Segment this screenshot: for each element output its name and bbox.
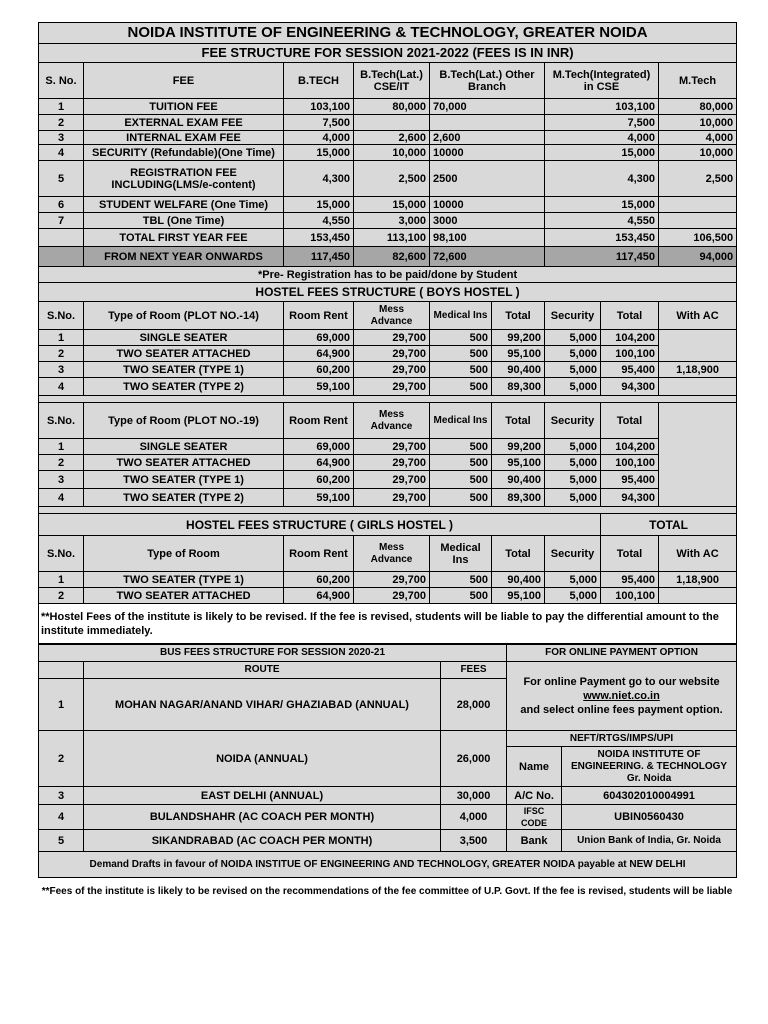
cell-grand-total: 94,300	[601, 489, 659, 507]
header-medical-ins: Medical Ins	[430, 403, 492, 439]
cell-fees: 4,000	[441, 805, 507, 830]
girls-hostel-total-label: TOTAL	[601, 514, 737, 536]
header-mtech: M.Tech	[659, 63, 737, 99]
cell-fee-name: SECURITY (Refundable)(One Time)	[84, 145, 284, 161]
ifsc-value: UBIN0560430	[562, 805, 737, 830]
header-room-type: Type of Room (PLOT NO.-19)	[84, 403, 284, 439]
header-total: Total	[492, 536, 545, 572]
fee-row	[39, 161, 737, 197]
cell-grand-total: 94,300	[601, 378, 659, 396]
cell-grand-total: 100,100	[601, 588, 659, 604]
cell-total: 89,300	[492, 378, 545, 396]
header-medical-ins: Medical Ins	[430, 536, 492, 572]
cell-medical-ins: 500	[430, 572, 492, 588]
cell-fee-name: TBL (One Time)	[84, 213, 284, 229]
cell-btech-lat-cse: 80,000	[354, 99, 430, 115]
cell-mtech: 10,000	[659, 145, 737, 161]
cell-fee-name: FROM NEXT YEAR ONWARDS	[84, 247, 284, 267]
cell-mtech: 106,500	[659, 229, 737, 247]
cell-mess-advance: 29,700	[354, 455, 430, 471]
separator	[39, 507, 737, 514]
online-payment-text-2: and select online fees payment option.	[520, 704, 723, 716]
cell-fee-name: STUDENT WELFARE (One Time)	[84, 197, 284, 213]
cell-mess-advance: 29,700	[354, 588, 430, 604]
cell-btech: 117,450	[284, 247, 354, 267]
fee-row	[39, 213, 737, 229]
cell-mtech-integrated: 153,450	[545, 229, 659, 247]
cell-mtech: 4,000	[659, 131, 737, 145]
cell-fee-name: TOTAL FIRST YEAR FEE	[84, 229, 284, 247]
payment-title: FOR ONLINE PAYMENT OPTION	[507, 645, 737, 662]
pre-registration-note: *Pre- Registration has to be paid/done by Student	[39, 267, 737, 283]
cell-total: 99,200	[492, 330, 545, 346]
cell-with-ac: 1,18,900	[659, 572, 737, 588]
cell-sno: 5	[39, 161, 84, 197]
cell-security: 5,000	[545, 471, 601, 489]
cell-sno: 5	[39, 830, 84, 852]
header-total: Total	[492, 403, 545, 439]
cell-sno: 3	[39, 362, 84, 378]
cell-route: MOHAN NAGAR/ANAND VIHAR/ GHAZIABAD (ANNUAL)	[84, 679, 441, 731]
account-value: 604302010004991	[562, 787, 737, 805]
cell-sno: 1	[39, 679, 84, 731]
cell-sno: 7	[39, 213, 84, 229]
cell-btech-lat-other: 2500	[430, 161, 545, 197]
cell-route: SIKANDRABAD (AC COACH PER MONTH)	[84, 830, 441, 852]
fee-total-row	[39, 229, 737, 247]
ifsc-label: IFSC CODE	[507, 805, 562, 830]
bus-row	[39, 830, 737, 852]
hostel-row	[39, 330, 737, 346]
fee-document	[38, 22, 736, 897]
cell-mtech-integrated: 103,100	[545, 99, 659, 115]
cell-medical-ins: 500	[430, 362, 492, 378]
hostel-row	[39, 362, 737, 378]
cell-room-rent: 60,200	[284, 572, 354, 588]
cell-sno: 4	[39, 378, 84, 396]
bus-row	[39, 787, 737, 805]
cell-sno	[39, 247, 84, 267]
empty-ac-block	[659, 403, 737, 507]
cell-total: 99,200	[492, 439, 545, 455]
header-sno: S.No.	[39, 403, 84, 439]
cell-medical-ins: 500	[430, 455, 492, 471]
cell-fees: 26,000	[441, 731, 507, 787]
cell-mtech: 80,000	[659, 99, 737, 115]
cell-room-rent: 60,200	[284, 471, 354, 489]
header-medical-ins: Medical Ins	[430, 302, 492, 330]
name-value: NOIDA INSTITUTE OF ENGINEERING. & TECHNOLOGY Gr. Noida	[562, 747, 737, 787]
cell-grand-total: 100,100	[601, 455, 659, 471]
cell-total: 90,400	[492, 572, 545, 588]
header-fee: FEE	[84, 63, 284, 99]
website-link[interactable]: www.niet.co.in	[583, 690, 660, 702]
cell-mess-advance: 29,700	[354, 362, 430, 378]
cell-with-ac-empty	[659, 378, 737, 396]
bus-row	[39, 731, 737, 747]
cell-total: 90,400	[492, 471, 545, 489]
fee-row	[39, 99, 737, 115]
cell-sno: 2	[39, 588, 84, 604]
cell-btech-lat-cse	[354, 115, 430, 131]
cell-medical-ins: 500	[430, 471, 492, 489]
header-btech: B.TECH	[284, 63, 354, 99]
cell-grand-total: 95,400	[601, 471, 659, 489]
name-label: Name	[507, 747, 562, 787]
cell-btech: 7,500	[284, 115, 354, 131]
online-payment-info	[507, 662, 737, 731]
hostel-revision-note: **Hostel Fees of the institute is likely to be revised. If the fee is revised, students will be liable to pay the differential amount to the institute immediately.	[39, 604, 737, 644]
cell-total: 90,400	[492, 362, 545, 378]
cell-sno: 3	[39, 471, 84, 489]
cell-room-rent: 64,900	[284, 588, 354, 604]
cell-total: 95,100	[492, 455, 545, 471]
cell-sno: 2	[39, 115, 84, 131]
hostel-row	[39, 588, 737, 604]
cell-security: 5,000	[545, 588, 601, 604]
cell-medical-ins: 500	[430, 439, 492, 455]
bus-payment-table	[38, 644, 737, 878]
header-security: Security	[545, 302, 601, 330]
header-room-rent: Room Rent	[284, 536, 354, 572]
cell-room-type: TWO SEATER ATTACHED	[84, 346, 284, 362]
hostel-row	[39, 455, 737, 471]
header-room-rent: Room Rent	[284, 403, 354, 439]
cell-mtech: 10,000	[659, 115, 737, 131]
cell-room-rent: 59,100	[284, 378, 354, 396]
cell-sno: 1	[39, 572, 84, 588]
header-mess-advance: Mess Advance	[354, 536, 430, 572]
cell-room-type: TWO SEATER (TYPE 2)	[84, 489, 284, 507]
cell-mess-advance: 29,700	[354, 471, 430, 489]
hostel-row	[39, 378, 737, 396]
cell-room-rent: 69,000	[284, 439, 354, 455]
cell-mess-advance: 29,700	[354, 330, 430, 346]
cell-mtech-integrated: 4,300	[545, 161, 659, 197]
cell-btech: 153,450	[284, 229, 354, 247]
cell-btech: 15,000	[284, 197, 354, 213]
cell-sno: 2	[39, 346, 84, 362]
cell-mess-advance: 29,700	[354, 346, 430, 362]
cell-btech-lat-other: 98,100	[430, 229, 545, 247]
header-sno: S.No.	[39, 302, 84, 330]
cell-btech-lat-cse: 15,000	[354, 197, 430, 213]
cell-security: 5,000	[545, 489, 601, 507]
hostel-row	[39, 489, 737, 507]
cell-mtech: 2,500	[659, 161, 737, 197]
cell-btech-lat-cse: 2,500	[354, 161, 430, 197]
cell-room-rent: 59,100	[284, 489, 354, 507]
cell-medical-ins: 500	[430, 588, 492, 604]
cell-sno: 3	[39, 787, 84, 805]
cell-room-rent: 69,000	[284, 330, 354, 346]
cell-medical-ins: 500	[430, 330, 492, 346]
cell-room-type: SINGLE SEATER	[84, 330, 284, 346]
cell-btech-lat-other: 10000	[430, 197, 545, 213]
header-total: Total	[492, 302, 545, 330]
header-grand-total: Total	[601, 536, 659, 572]
cell-security: 5,000	[545, 346, 601, 362]
account-label: A/C No.	[507, 787, 562, 805]
cell-sno: 2	[39, 731, 84, 787]
header-mtech-integrated: M.Tech(Integrated) in CSE	[545, 63, 659, 99]
cell-fees: 28,000	[441, 679, 507, 731]
cell-with-ac	[659, 588, 737, 604]
cell-sno: 2	[39, 455, 84, 471]
bus-header-fees: FEES	[441, 662, 507, 679]
cell-mess-advance: 29,700	[354, 378, 430, 396]
cell-sno: 6	[39, 197, 84, 213]
cell-security: 5,000	[545, 362, 601, 378]
cell-total: 95,100	[492, 346, 545, 362]
cell-sno: 1	[39, 330, 84, 346]
boys-hostel-title: HOSTEL FEES STRUCTURE ( BOYS HOSTEL )	[39, 283, 737, 302]
cell-sno	[39, 229, 84, 247]
header-security: Security	[545, 536, 601, 572]
fee-header-row	[39, 63, 737, 99]
cell-route: NOIDA (ANNUAL)	[84, 731, 441, 787]
cell-room-type: TWO SEATER ATTACHED	[84, 455, 284, 471]
cell-with-ac: 1,18,900	[659, 362, 737, 378]
header-security: Security	[545, 403, 601, 439]
cell-fees: 30,000	[441, 787, 507, 805]
neft-title: NEFT/RTGS/IMPS/UPI	[507, 731, 737, 747]
cell-sno: 1	[39, 439, 84, 455]
bank-value: Union Bank of India, Gr. Noida	[562, 830, 737, 852]
header-grand-total: Total	[601, 302, 659, 330]
cell-btech-lat-other: 70,000	[430, 99, 545, 115]
cell-room-type: TWO SEATER ATTACHED	[84, 588, 284, 604]
cell-btech-lat-other	[430, 115, 545, 131]
cell-sno: 3	[39, 131, 84, 145]
cell-mtech-integrated: 117,450	[545, 247, 659, 267]
header-mess-advance: Mess Advance	[354, 403, 430, 439]
cell-btech: 103,100	[284, 99, 354, 115]
cell-grand-total: 100,100	[601, 346, 659, 362]
cell-btech-lat-other: 3000	[430, 213, 545, 229]
online-payment-text: For online Payment go to our website	[523, 676, 720, 688]
cell-room-type: TWO SEATER (TYPE 1)	[84, 572, 284, 588]
bus-header-route: ROUTE	[84, 662, 441, 679]
cell-grand-total: 104,200	[601, 330, 659, 346]
cell-mtech-integrated: 4,550	[545, 213, 659, 229]
cell-security: 5,000	[545, 378, 601, 396]
header-grand-total: Total	[601, 403, 659, 439]
fee-structure-table	[38, 22, 737, 644]
cell-with-ac-empty	[659, 330, 737, 362]
cell-medical-ins: 500	[430, 489, 492, 507]
bus-row	[39, 805, 737, 830]
institute-title: NOIDA INSTITUTE OF ENGINEERING & TECHNOLOGY, GREATER NOIDA	[39, 23, 737, 44]
cell-sno: 4	[39, 805, 84, 830]
fee-row	[39, 115, 737, 131]
cell-grand-total: 95,400	[601, 572, 659, 588]
hostel-row	[39, 572, 737, 588]
header-mess-advance: Mess Advance	[354, 302, 430, 330]
cell-room-rent: 64,900	[284, 346, 354, 362]
cell-btech-lat-cse: 10,000	[354, 145, 430, 161]
hostel-row	[39, 471, 737, 489]
cell-mess-advance: 29,700	[354, 489, 430, 507]
cell-room-type: TWO SEATER (TYPE 1)	[84, 362, 284, 378]
cell-room-type: TWO SEATER (TYPE 1)	[84, 471, 284, 489]
cell-grand-total: 104,200	[601, 439, 659, 455]
cell-mess-advance: 29,700	[354, 572, 430, 588]
cell-total: 89,300	[492, 489, 545, 507]
fee-next-year-row	[39, 247, 737, 267]
header-sno: S. No.	[39, 63, 84, 99]
bus-title: BUS FEES STRUCTURE FOR SESSION 2020-21	[39, 645, 507, 662]
cell-security: 5,000	[545, 439, 601, 455]
demand-draft-note: Demand Drafts in favour of NOIDA INSTITUE OF ENGINEERING AND TECHNOLOGY, GREATER NOIDA payable at NEW DELHI	[39, 852, 737, 878]
cell-mtech-integrated: 7,500	[545, 115, 659, 131]
header-btech-lat-other: B.Tech(Lat.) Other Branch	[430, 63, 545, 99]
cell-sno: 4	[39, 145, 84, 161]
fee-structure-subtitle: FEE STRUCTURE FOR SESSION 2021-2022 (FEES IS IN INR)	[39, 44, 737, 63]
separator	[39, 396, 737, 403]
cell-route: EAST DELHI (ANNUAL)	[84, 787, 441, 805]
cell-security: 5,000	[545, 455, 601, 471]
girls-hostel-header	[39, 536, 737, 572]
hostel-row	[39, 346, 737, 362]
fee-revision-footer: **Fees of the institute is likely to be revised on the recommendations of the fee committee of U.P. Govt. If the fee is revised, students will be liable	[41, 886, 733, 897]
cell-medical-ins: 500	[430, 378, 492, 396]
girls-hostel-title: HOSTEL FEES STRUCTURE ( GIRLS HOSTEL )	[39, 514, 601, 536]
cell-btech-lat-cse: 2,600	[354, 131, 430, 145]
cell-btech: 4,000	[284, 131, 354, 145]
cell-btech: 4,550	[284, 213, 354, 229]
cell-btech-lat-other: 72,600	[430, 247, 545, 267]
header-btech-lat-cse: B.Tech(Lat.) CSE/IT	[354, 63, 430, 99]
bus-header-sno	[39, 662, 84, 679]
header-with-ac: With AC	[659, 302, 737, 330]
cell-sno: 4	[39, 489, 84, 507]
fee-row	[39, 197, 737, 213]
cell-route: BULANDSHAHR (AC COACH PER MONTH)	[84, 805, 441, 830]
boys-hostel-header-14	[39, 302, 737, 330]
cell-mtech	[659, 213, 737, 229]
cell-btech-lat-other: 2,600	[430, 131, 545, 145]
fee-row	[39, 131, 737, 145]
cell-mtech-integrated: 4,000	[545, 131, 659, 145]
cell-btech-lat-other: 10000	[430, 145, 545, 161]
cell-mess-advance: 29,700	[354, 439, 430, 455]
cell-fee-name: EXTERNAL EXAM FEE	[84, 115, 284, 131]
cell-room-rent: 64,900	[284, 455, 354, 471]
fee-row	[39, 145, 737, 161]
cell-fee-name: TUITION FEE	[84, 99, 284, 115]
cell-fees: 3,500	[441, 830, 507, 852]
cell-room-type: TWO SEATER (TYPE 2)	[84, 378, 284, 396]
cell-btech: 4,300	[284, 161, 354, 197]
cell-btech-lat-cse: 3,000	[354, 213, 430, 229]
header-room-type: Type of Room (PLOT NO.-14)	[84, 302, 284, 330]
cell-mtech: 94,000	[659, 247, 737, 267]
cell-btech: 15,000	[284, 145, 354, 161]
cell-mtech-integrated: 15,000	[545, 145, 659, 161]
cell-room-rent: 60,200	[284, 362, 354, 378]
boys-hostel-header-19	[39, 403, 737, 439]
cell-medical-ins: 500	[430, 346, 492, 362]
cell-security: 5,000	[545, 572, 601, 588]
header-sno: S.No.	[39, 536, 84, 572]
header-with-ac: With AC	[659, 536, 737, 572]
cell-fee-name: INTERNAL EXAM FEE	[84, 131, 284, 145]
cell-security: 5,000	[545, 330, 601, 346]
bank-label: Bank	[507, 830, 562, 852]
cell-mtech-integrated: 15,000	[545, 197, 659, 213]
cell-grand-total: 95,400	[601, 362, 659, 378]
cell-mtech	[659, 197, 737, 213]
header-room-rent: Room Rent	[284, 302, 354, 330]
cell-sno: 1	[39, 99, 84, 115]
hostel-row	[39, 439, 737, 455]
cell-room-type: SINGLE SEATER	[84, 439, 284, 455]
header-room-type: Type of Room	[84, 536, 284, 572]
cell-total: 95,100	[492, 588, 545, 604]
cell-btech-lat-cse: 82,600	[354, 247, 430, 267]
cell-fee-name: REGISTRATION FEE INCLUDING(LMS/e-content)	[84, 161, 284, 197]
cell-btech-lat-cse: 113,100	[354, 229, 430, 247]
